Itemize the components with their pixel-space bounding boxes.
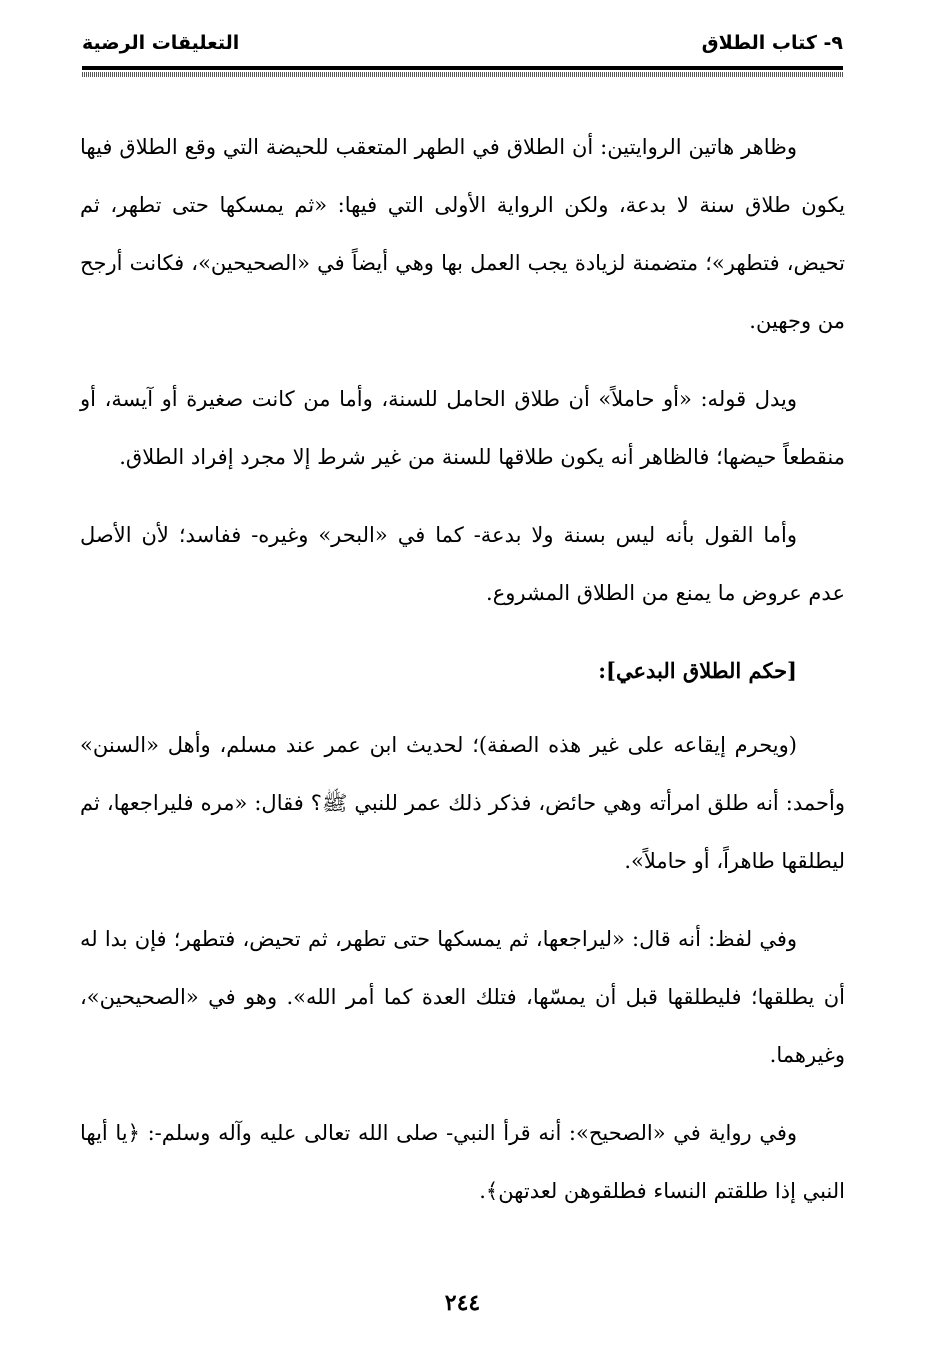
paragraph: (ويحرم إيقاعه على غير هذه الصفة)؛ لحديث ابن عمر عند مسلم، وأهل «السنن» وأحمد: أنه طلق امرأته وهي حائض، فذكر ذلك عمر للنبي ﷺ؟ فقال: «مره فليراجعها، ثم ليطلقها طاهراً، أو حاملاً». — [80, 733, 845, 873]
book-title: التعليقات الرضية — [82, 32, 240, 54]
chapter-title: ٩- كتاب الطلاق — [701, 32, 843, 54]
section-heading: [حكم الطلاق البدعي]: — [598, 658, 797, 683]
page-header — [82, 28, 843, 62]
paragraph: ويدل قوله: «أو حاملاً» أن طلاق الحامل للسنة، وأما من كانت صغيرة أو آيسة، أو منقطعاً حيضها؛ فالظاهر أنه يكون طلاقها للسنة من غير شرط إلا مجرد إفراد الطلاق. — [80, 387, 845, 469]
paragraph: وفي لفظ: أنه قال: «ليراجعها، ثم يمسكها حتى تطهر، ثم تحيض، فتطهر؛ فإن بدا له أن يطلقها؛ فليطلقها قبل أن يمسّها، فتلك العدة كما أمر الله». وهو في «الصحيحين»، وغيرهما. — [80, 927, 845, 1067]
paragraph: وظاهر هاتين الروايتين: أن الطلاق في الطهر المتعقب للحيضة التي وقع الطلاق فيها يكون طلاق سنة لا بدعة، ولكن الرواية الأولى التي فيها: «ثم يمسكها حتى تطهر، ثم تحيض، فتطهر»؛ متضمنة لزيادة يجب العمل بها وهي أيضاً في «الصحيحين»، فكانت أرجح من وجهين. — [80, 135, 845, 333]
header-rule — [82, 66, 843, 70]
paragraph: وفي رواية في «الصحيح»: أنه قرأ النبي- صلى الله تعالى عليه وآله وسلم-: ﴿يا أيها النبي إذا طلقتم النساء فطلقوهن لعدتهن﴾. — [80, 1121, 845, 1203]
page-body — [80, 118, 845, 1240]
header-hatch-rule — [82, 72, 843, 77]
paragraph: وأما القول بأنه ليس بسنة ولا بدعة- كما في «البحر» وغيره- ففاسد؛ لأن الأصل عدم عروض ما يمنع من الطلاق المشروع. — [80, 523, 845, 605]
page-number: ٢٤٤ — [444, 1290, 481, 1316]
